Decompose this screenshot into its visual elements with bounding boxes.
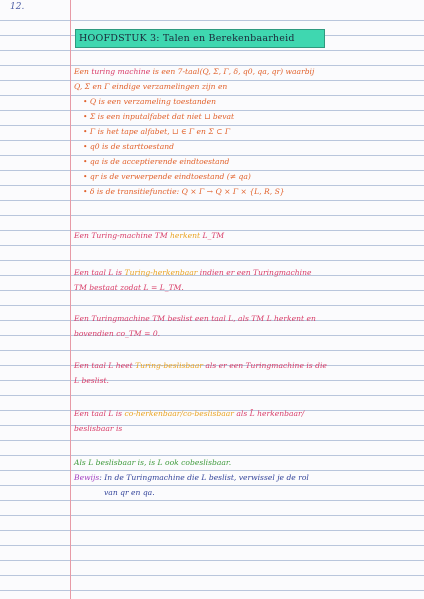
definition-bullet: • Σ is een inputalfabet dat niet ⊔ bevat (83, 112, 235, 121)
co-line-2: beslisbaar is (74, 424, 123, 433)
proof-line-2: van qr en qa. (104, 488, 155, 497)
recognizes-statement (74, 228, 414, 243)
cobeslisbaar-note: Als L beslisbaar is, is L ook cobeslisbaar. (74, 458, 232, 467)
co-line-1-end: als L̄ herkenbaar/ (233, 409, 305, 418)
proof-line-1 (74, 470, 414, 485)
definition-line-1 (74, 64, 414, 79)
recognizable-line-1 (74, 265, 414, 280)
definition-bullet: • δ is de transitiefunctie: Q × Γ → Q × Γ × {L, R, S} (83, 187, 285, 196)
co-line-1-start: Een taal L is (74, 409, 125, 418)
proof-label: Bewijs (74, 473, 100, 482)
proof-line-1-text: : In de Turingmachine die L beslist, verwissel je de rol (99, 473, 309, 482)
definition-line-1-end: is een 7-taal(Q, Σ, Γ, δ, q0, qa, qr) waarbij (150, 67, 315, 76)
definition-line-1-start: Een (74, 67, 92, 76)
definition-bullet: • qa is de acceptierende eindtoestand (83, 157, 230, 166)
chapter-title: HOOFDSTUK 3: Talen en Berekenbaarheid (75, 29, 325, 48)
definition-bullet: • Γ is het tape alfabet, ⊔ ∈ Γ en Σ ⊂ Γ (83, 127, 231, 136)
definition-bullet: • q0 is de starttoestand (83, 142, 175, 151)
co-line-1 (74, 406, 414, 421)
decidable-definition (74, 358, 414, 388)
recognizable-line-2: TM bestaat zodat L = L_TM. (74, 283, 184, 292)
recognizes-start: Een Turing-machine TM (74, 231, 171, 240)
decides-line-2: bovendien co_TM = 0. (74, 329, 161, 338)
decidable-line-2: L beslist. (74, 376, 109, 385)
recognizable-line-1-start: Een taal L is (74, 268, 125, 277)
definition-line-2: Q, Σ en Γ eindige verzamelingen zijn en (74, 82, 228, 91)
co-term: co-herkenbaar/co-beslisbaar (124, 409, 234, 418)
decidable-term: Turing-beslisbaar (135, 361, 203, 370)
page-number: 12. (10, 2, 25, 12)
recognizable-term: Turing-herkenbaar (124, 268, 198, 277)
tm-definition (74, 64, 414, 199)
recognizable-line-1-end: indien er een Turingmachine (197, 268, 312, 277)
definition-bullet: • qr is de verwerpende eindtoestand (≠ qa) (83, 172, 251, 181)
decidable-line-1-start: Een taal L heet (74, 361, 136, 370)
recognizes-term: herkent (170, 231, 201, 240)
decidable-line-1-end: als er een Turingmachine is die (202, 361, 327, 370)
decides-line-1: Een Turingmachine TM beslist een taal L, als TM L herkent en (74, 314, 316, 323)
margin-line (70, 0, 71, 599)
decidable-line-1 (74, 358, 414, 373)
proof (74, 470, 414, 500)
recognizes-end: L_TM (200, 231, 225, 240)
decides-definition (74, 311, 414, 341)
definition-bullet: • Q is een verzameling toestanden (83, 97, 216, 106)
recognizable-definition (74, 265, 414, 295)
turing-machine-term: turing machine (91, 67, 151, 76)
co-definition (74, 406, 414, 436)
